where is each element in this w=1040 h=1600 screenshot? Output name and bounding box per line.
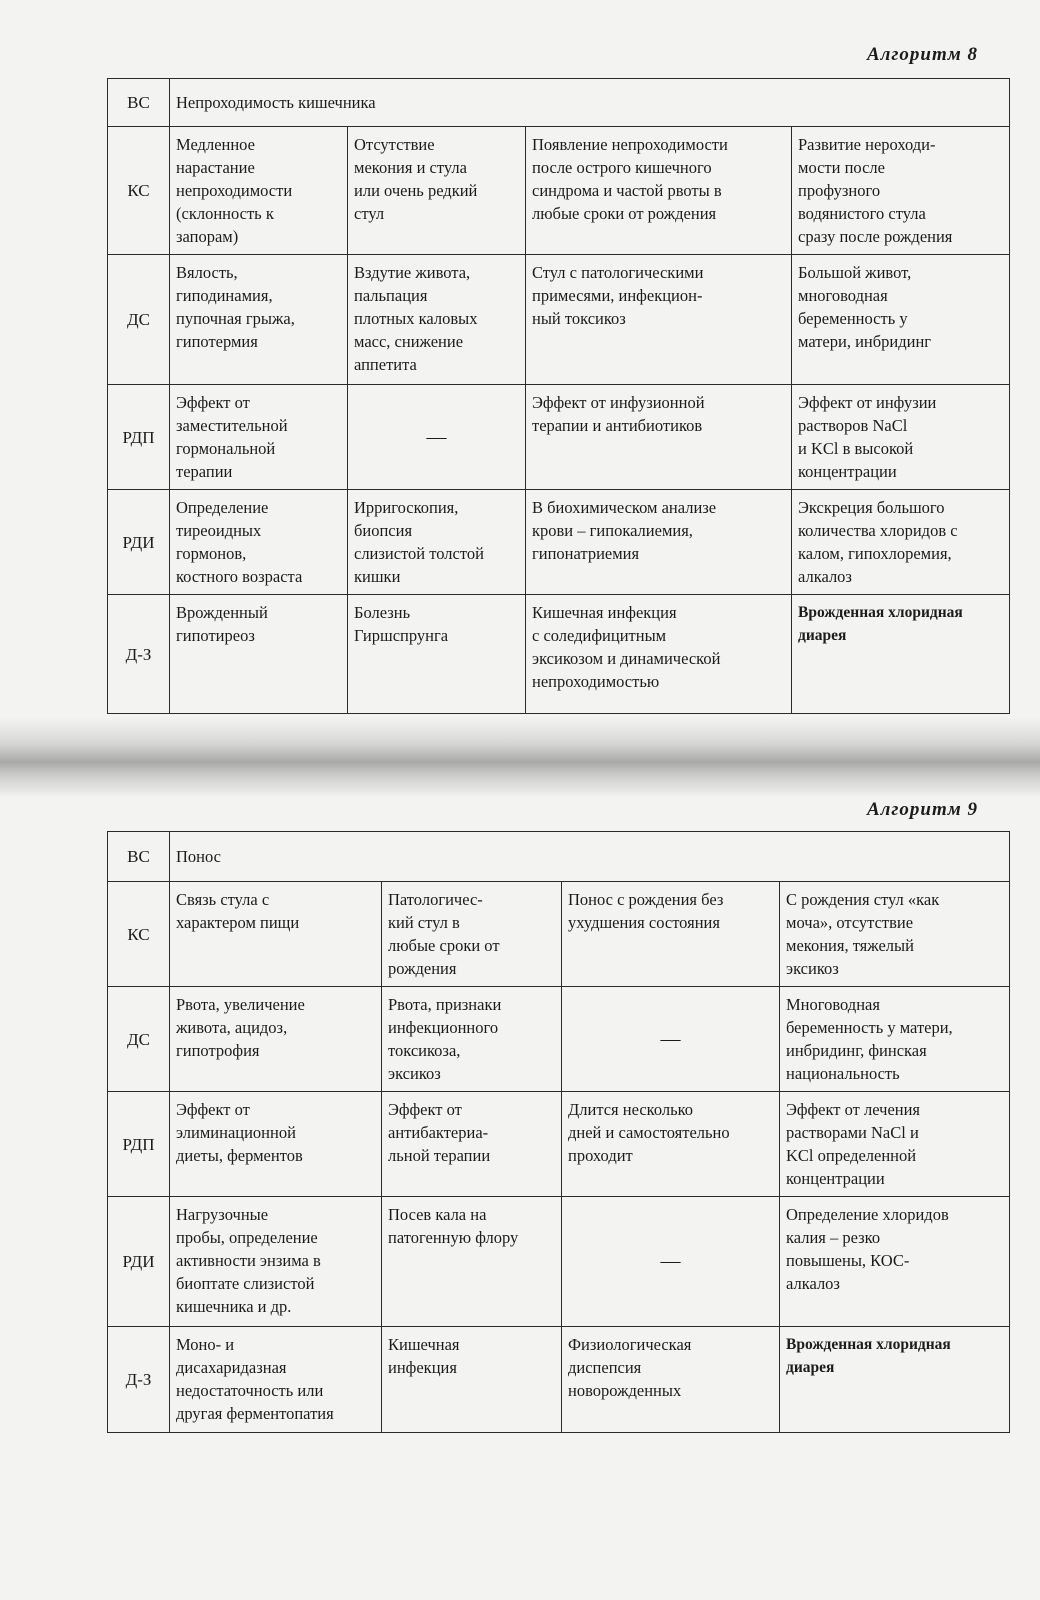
table-cell: Посев кала на патогенную флору (382, 1197, 562, 1327)
row-code: ВС (108, 79, 170, 127)
table-cell: Вялость, гиподинамия, пупочная грыжа, гипотермия (170, 255, 348, 385)
table-cell: Вздутие живота, пальпация плотных каловых масс, снижение аппетита (348, 255, 526, 385)
table-row (108, 882, 1010, 987)
table-cell: Эффект от инфузии растворов NaCl и KCl в высокой концентрации (792, 385, 1010, 490)
row-code: РДП (108, 385, 170, 490)
algorithm-9-table (107, 831, 1010, 1433)
table-row (108, 490, 1010, 595)
table-cell: Нагрузочные пробы, определение активности энзима в биоптате слизистой кишечника и др. (170, 1197, 382, 1327)
table-row (108, 255, 1010, 385)
table-row (108, 79, 1010, 127)
table-row (108, 385, 1010, 490)
table-cell: Появление непроходимости после острого кишечного синдрома и частой рвоты в любые сроки от рождения (526, 127, 792, 255)
table-cell: Эффект от лечения растворами NaCl и KCl определенной концентрации (780, 1092, 1010, 1197)
table-cell: Врожденная хлоридная диарея (792, 595, 1010, 714)
table-cell: Отсутствие мекония и стула или очень редкий стул (348, 127, 526, 255)
table-cell: Ирригоскопия, биопсия слизистой толстой кишки (348, 490, 526, 595)
table-cell: Эффект от антибактериа- льной терапии (382, 1092, 562, 1197)
table-row (108, 595, 1010, 714)
row-code: ДС (108, 987, 170, 1092)
table-cell: Кишечная инфекция (382, 1327, 562, 1433)
row-code: КС (108, 127, 170, 255)
table-cell: Врожденная хлоридная диарея (780, 1327, 1010, 1433)
table-cell: Понос (170, 832, 1010, 882)
row-code: Д-З (108, 595, 170, 714)
table-row (108, 832, 1010, 882)
table-cell: Связь стула с характером пищи (170, 882, 382, 987)
table-cell: Эффект от элиминационной диеты, ферментов (170, 1092, 382, 1197)
row-code: РДИ (108, 490, 170, 595)
table-cell: — (562, 1197, 780, 1327)
table-cell: Стул с патологическими примесями, инфекцион- ный токсикоз (526, 255, 792, 385)
table-cell: С рождения стул «как моча», отсутствие мекония, тяжелый эксикоз (780, 882, 1010, 987)
row-code: РДИ (108, 1197, 170, 1327)
row-code: КС (108, 882, 170, 987)
table-cell: Патологичес- кий стул в любые сроки от рождения (382, 882, 562, 987)
algorithm-8-title: Алгоритм 8 (866, 44, 978, 65)
table-cell: Длится несколько дней и самостоятельно проходит (562, 1092, 780, 1197)
table-cell: Рвота, признаки инфекционного токсикоза, эксикоз (382, 987, 562, 1092)
table-cell: Большой живот, многоводная беременность у матери, инбридинг (792, 255, 1010, 385)
row-code: ДС (108, 255, 170, 385)
table-cell: Экскреция большого количества хлоридов с калом, гипохлоремия, алкалоз (792, 490, 1010, 595)
table-cell: Определение хлоридов калия – резко повышены, КОС- алкалоз (780, 1197, 1010, 1327)
table-cell: Многоводная беременность у матери, инбридинг, финская национальность (780, 987, 1010, 1092)
table-cell: Непроходимость кишечника (170, 79, 1010, 127)
algorithm-9-title: Алгоритм 9 (866, 799, 978, 820)
table-cell: Развитие нероходи- мости после профузного водянистого стула сразу после рождения (792, 127, 1010, 255)
algorithm-8-table (107, 78, 1010, 714)
table-cell: Эффект от инфузионной терапии и антибиотиков (526, 385, 792, 490)
table-row (108, 1327, 1010, 1433)
table-row (108, 127, 1010, 255)
table-cell: Рвота, увеличение живота, ацидоз, гипотрофия (170, 987, 382, 1092)
table-cell: Эффект от заместительной гормональной терапии (170, 385, 348, 490)
table-cell: В биохимическом анализе крови – гипокалиемия, гипонатриемия (526, 490, 792, 595)
table-cell: Болезнь Гиршспрунга (348, 595, 526, 714)
table-row (108, 987, 1010, 1092)
table-cell: Моно- и дисахаридазная недостаточность или другая ферментопатия (170, 1327, 382, 1433)
algorithm-9-section (0, 795, 1040, 1600)
table-cell: Физиологическая диспепсия новорожденных (562, 1327, 780, 1433)
algorithm-8-section (0, 0, 1040, 740)
table-row (108, 1092, 1010, 1197)
table-cell: Понос с рождения без ухудшения состояния (562, 882, 780, 987)
row-code: ВС (108, 832, 170, 882)
table-cell: Медленное нарастание непроходимости (склонность к запорам) (170, 127, 348, 255)
table-row (108, 1197, 1010, 1327)
table-cell: Определение тиреоидных гормонов, костного возраста (170, 490, 348, 595)
row-code: Д-З (108, 1327, 170, 1433)
table-cell: Врожденный гипотиреоз (170, 595, 348, 714)
table-cell: Кишечная инфекция с соледифицитным эксикозом и динамической непроходимостью (526, 595, 792, 714)
table-cell: — (562, 987, 780, 1092)
row-code: РДП (108, 1092, 170, 1197)
page-fold-shadow (0, 718, 1040, 798)
table-cell: — (348, 385, 526, 490)
